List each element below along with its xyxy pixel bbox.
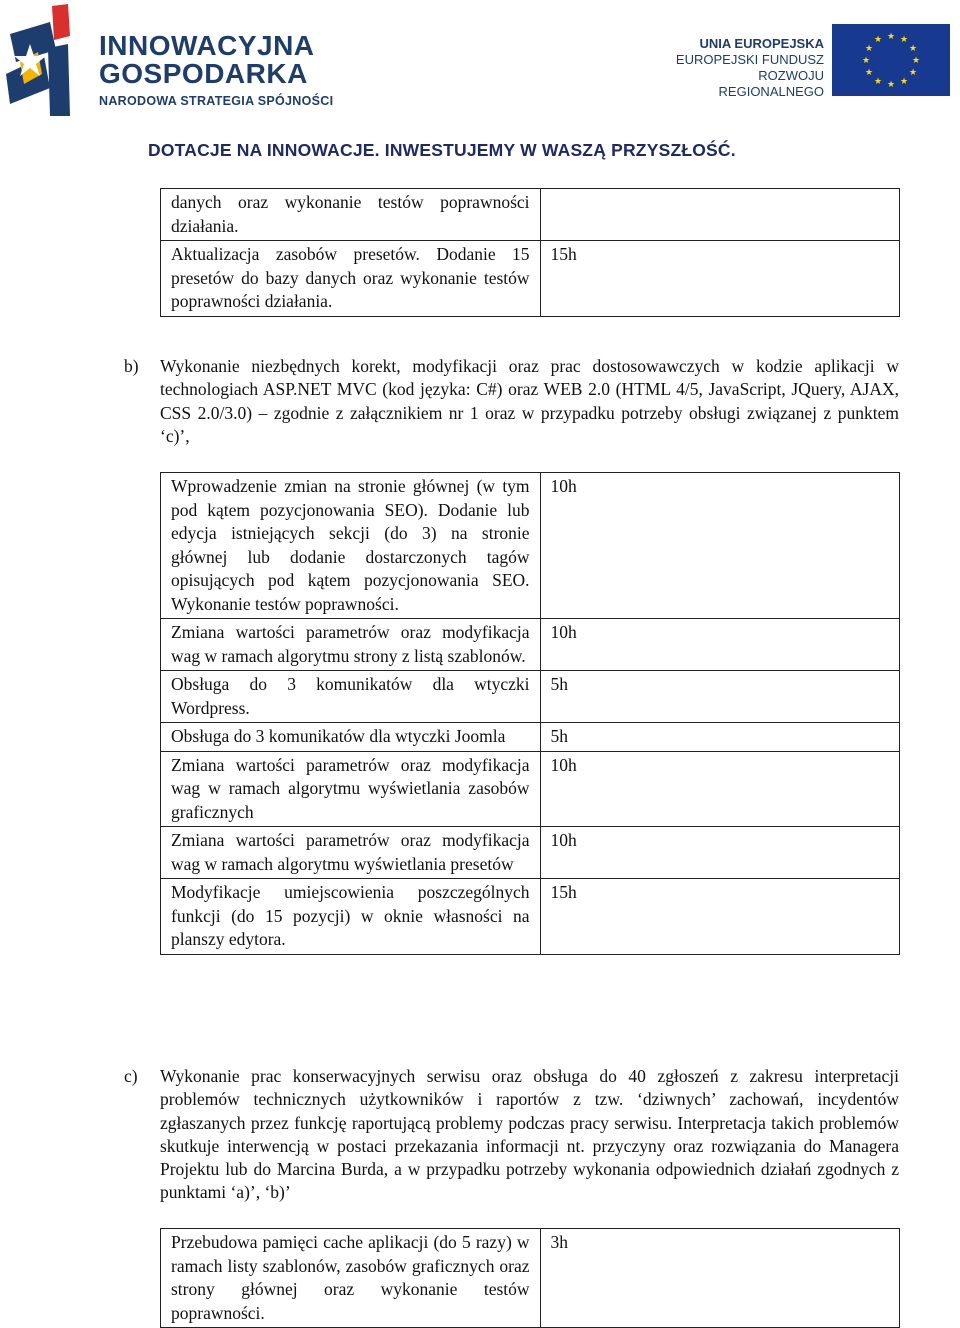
hours-cell: 15h [540, 241, 899, 317]
svg-text:★: ★ [864, 44, 874, 54]
hours-cell: 5h [540, 723, 899, 752]
table-row [161, 671, 900, 723]
section-c-text: Wykonanie prac konserwacyjnych serwisu oraz obsługa do 40 zgłoszeń z zakresu interpretacji problemów technicznych użytkowników i raportów z tzw. ‘dziwnych’ zachowań, incydentów zgłaszanych przez funkcję raportującą problemy podczas pracy serwisu. Interpretacja takich problemów skutkuje interwencją w postaci przekazania informacji nt. przyczyny oraz rozwiązania do Managera Projektu lub do Marcina Burda, a w przypadku potrzeby wykonania odpowiednich działań zgodnych z punktami ‘a)’, ‘b)’ [160, 1066, 899, 1203]
hours-cell: 3h [540, 1229, 899, 1328]
section-c-label: c) [124, 1066, 138, 1086]
hours-cell [540, 189, 899, 241]
svg-text:★: ★ [886, 32, 896, 42]
ig-logo-line3: NARODOWA STRATEGIA SPÓJNOŚCI [99, 94, 334, 108]
section-b-label: b) [124, 356, 139, 376]
task-table-b [160, 472, 900, 955]
task-cell: Zmiana wartości parametrów oraz modyfikacja wag w ramach algorytmu wyświetlania zasobów graficznych [161, 751, 541, 827]
ig-logo-emblem-icon [4, 4, 96, 116]
hours-cell: 10h [540, 619, 899, 671]
task-table-a [160, 188, 900, 317]
svg-text:★: ★ [911, 56, 921, 66]
svg-text:★: ★ [873, 77, 883, 87]
eu-logo-line3: ROZWOJU REGIONALNEGO [718, 68, 824, 99]
hours-cell: 10h [540, 473, 899, 619]
svg-text:★: ★ [908, 68, 918, 78]
table-row [161, 1229, 900, 1328]
table-row [161, 751, 900, 827]
table-row [161, 241, 900, 317]
eu-logo [654, 24, 954, 104]
section-c [124, 1065, 899, 1205]
task-cell: Obsługa do 3 komunikatów dla wtyczki Joomla [161, 723, 541, 752]
ig-logo-line1: INNOWACYJNA [99, 30, 315, 61]
section-b [124, 355, 899, 448]
hours-cell: 10h [540, 751, 899, 827]
table-row [161, 619, 900, 671]
hours-cell: 10h [540, 827, 899, 879]
svg-text:★: ★ [886, 80, 896, 90]
task-cell: Zmiana wartości parametrów oraz modyfikacja wag w ramach algorytmu wyświetlania presetów [161, 827, 541, 879]
svg-text:★: ★ [908, 44, 918, 54]
svg-text:★: ★ [899, 77, 909, 87]
eu-logo-line1: UNIA EUROPEJSKA [699, 36, 824, 51]
ig-logo-line2: GOSPODARKA [99, 58, 308, 89]
task-cell: danych oraz wykonanie testów poprawności działania. [161, 189, 541, 241]
table-row [161, 827, 900, 879]
task-cell: Przebudowa pamięci cache aplikacji (do 5 razy) w ramach listy szablonów, zasobów graficznych oraz strony głównej oraz wykonanie testów poprawności. [161, 1229, 541, 1328]
task-cell: Aktualizacja zasobów presetów. Dodanie 15 presetów do bazy danych oraz wykonanie testów poprawności działania. [161, 241, 541, 317]
hours-cell: 5h [540, 671, 899, 723]
section-b-text: Wykonanie niezbędnych korekt, modyfikacji oraz prac dostosowawczych w kodzie aplikacji w technologiach ASP.NET MVC (kod języka: C#) oraz WEB 2.0 (HTML 4/5, JavaScript, JQuery, AJAX, CSS 2.0/3.0) – zgodnie z załącznikiem nr 1 oraz w przypadku potrzeby obsługi związanej z punktem ‘c)’, [160, 356, 899, 446]
task-cell: Zmiana wartości parametrów oraz modyfikacja wag w ramach algorytmu strony z listą szablonów. [161, 619, 541, 671]
slogan: DOTACJE NA INNOWACJE. INWESTUJEMY W WASZĄ PRZYSZŁOŚĆ. [148, 140, 736, 160]
page-header [0, 0, 960, 120]
table-row [161, 879, 900, 955]
table-row [161, 473, 900, 619]
svg-text:★: ★ [873, 35, 883, 45]
table-row [161, 189, 900, 241]
svg-text:★: ★ [861, 56, 871, 66]
eu-logo-line2: EUROPEJSKI FUNDUSZ [675, 52, 824, 67]
hours-cell: 15h [540, 879, 899, 955]
svg-text:★: ★ [864, 68, 874, 78]
innowacyjna-gospodarka-logo [4, 4, 344, 116]
eu-flag-icon [832, 24, 950, 96]
task-cell: Modyfikacje umiejscowienia poszczególnych funkcji (do 15 pozycji) w oknie własności na planszy edytora. [161, 879, 541, 955]
table-row [161, 723, 900, 752]
task-cell: Wprowadzenie zmian na stronie głównej (w tym pod kątem pozycjonowania SEO). Dodanie lub edycja istniejących sekcji (do 3) na stronie głównej lub dodanie dostarczonych tagów opisujących pod kątem pozycjonowania SEO. Wykonanie testów poprawności. [161, 473, 541, 619]
task-cell: Obsługa do 3 komunikatów dla wtyczki Wordpress. [161, 671, 541, 723]
task-table-c [160, 1228, 900, 1328]
svg-text:★: ★ [899, 35, 909, 45]
